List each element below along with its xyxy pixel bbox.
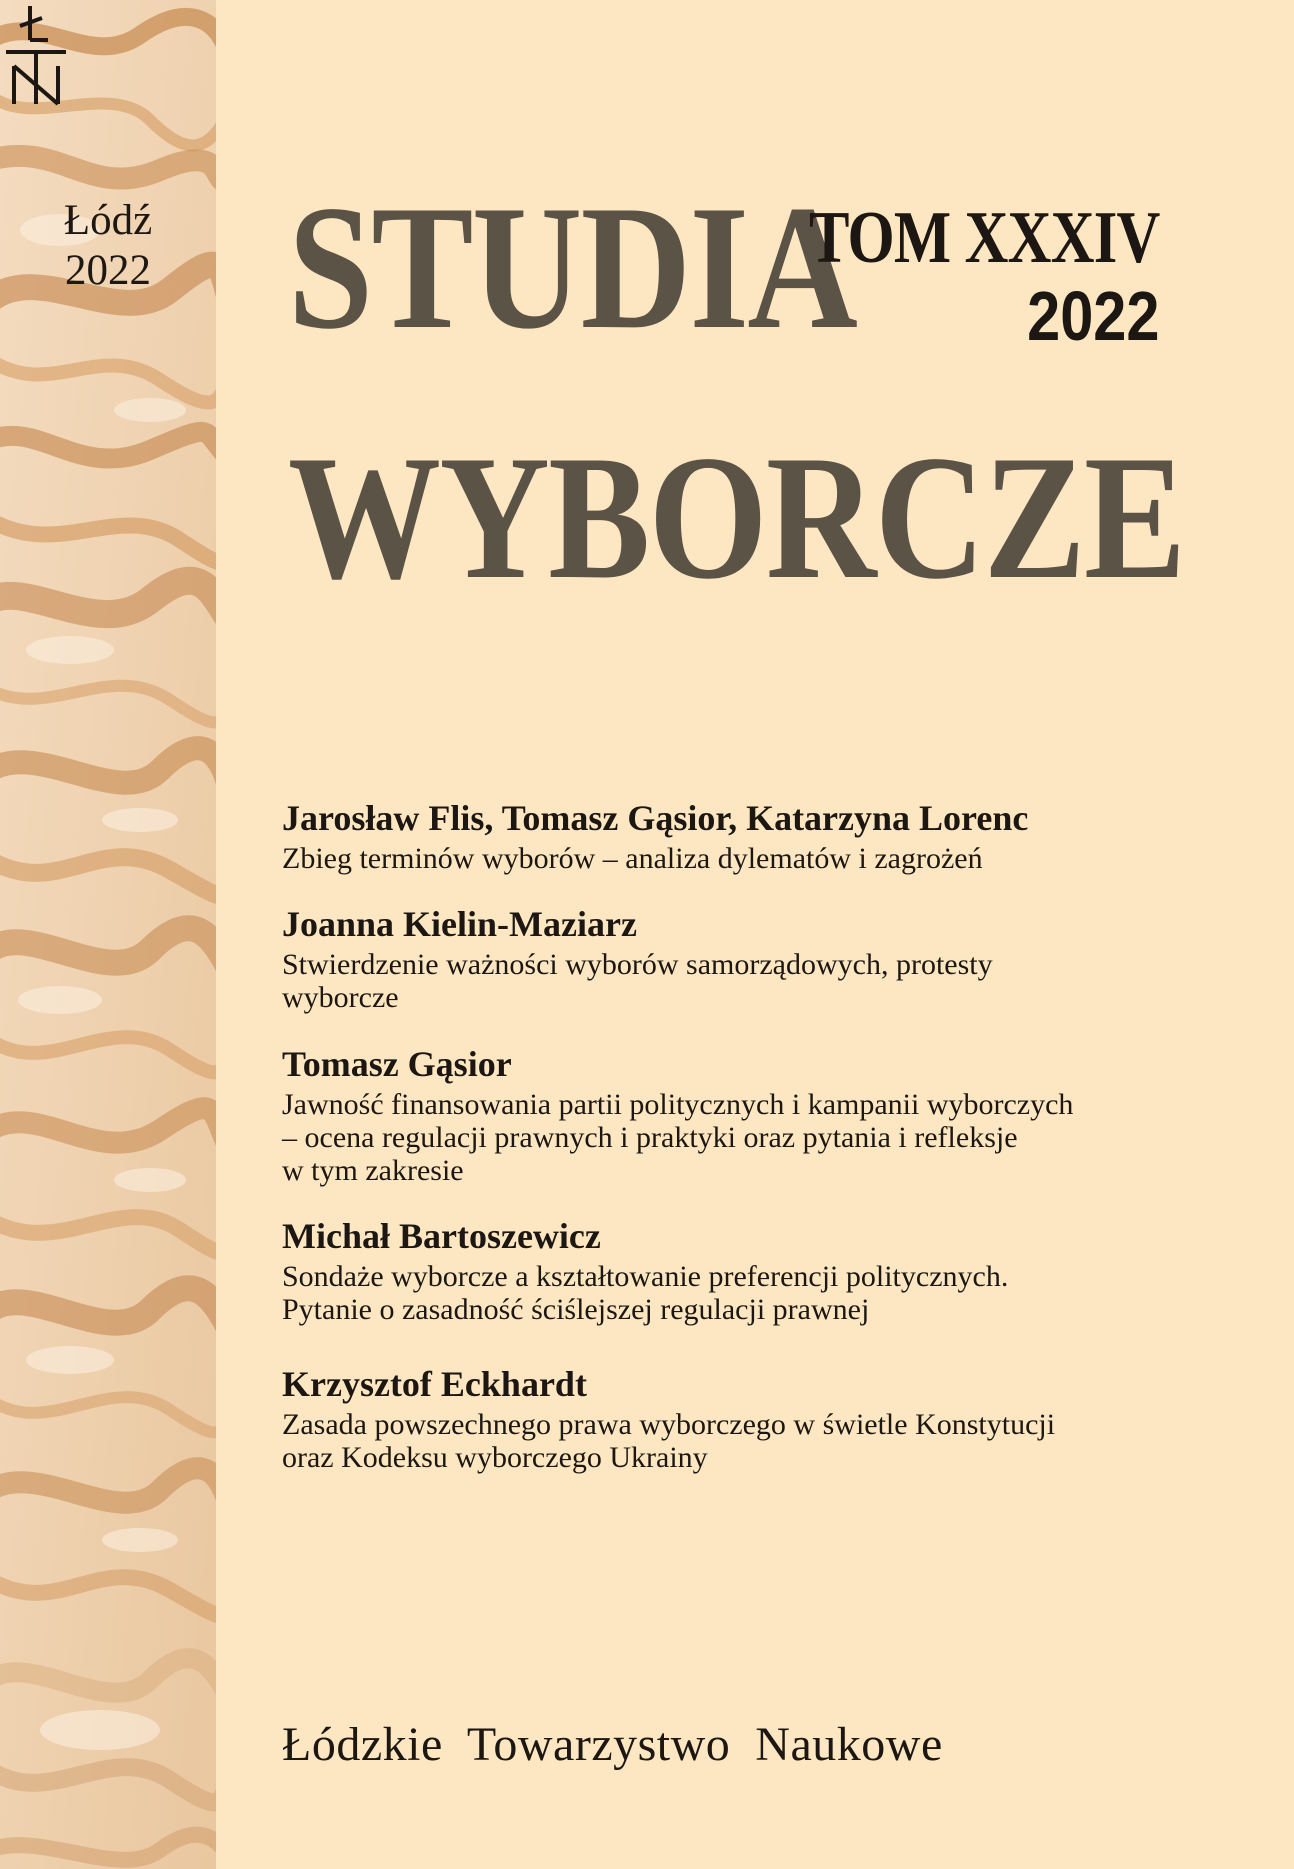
place-and-year bbox=[0, 196, 216, 296]
article-authors: Krzysztof Eckhardt bbox=[282, 1364, 587, 1404]
article-entry bbox=[282, 798, 1028, 875]
journal-title-line-1: STUDIA bbox=[288, 168, 857, 366]
volume-year: 2022 bbox=[1026, 277, 1159, 355]
ltn-monogram-icon bbox=[0, 0, 72, 110]
volume-number: TOM XXXIV bbox=[808, 197, 1159, 279]
article-authors: Tomasz Gąsior bbox=[282, 1044, 512, 1084]
publisher-name: Łódzkie Towarzystwo Naukowe bbox=[282, 1718, 943, 1771]
place-year-label: 2022 bbox=[65, 247, 151, 294]
article-title: Jawność finansowania partii politycznych i kampanii wyborczych – ocena regulacji prawnych i praktyki oraz pytania i refleksje w tym zakresie bbox=[282, 1088, 1074, 1187]
marbled-spine-strip bbox=[0, 0, 216, 1869]
article-title: Zasada powszechnego prawa wyborczego w świetle Konstytucji oraz Kodeksu wyborczego Ukrainy bbox=[282, 1408, 1056, 1474]
article-entry bbox=[282, 1364, 1055, 1474]
article-authors: Michał Bartoszewicz bbox=[282, 1216, 601, 1256]
article-entry bbox=[282, 1216, 1008, 1326]
journal-title-line-2: WYBORCZE bbox=[288, 418, 1185, 616]
article-entry bbox=[282, 1044, 1073, 1187]
article-title: Sondaże wyborcze a kształtowanie preferencji politycznych. Pytanie o zasadność ściślejszej regulacji prawnej bbox=[282, 1260, 1009, 1326]
article-authors: Joanna Kielin-Maziarz bbox=[282, 904, 637, 944]
article-title: Zbieg terminów wyborów – analiza dylematów i zagrożeń bbox=[282, 842, 983, 875]
article-authors: Jarosław Flis, Tomasz Gąsior, Katarzyna Lorenc bbox=[282, 798, 1029, 838]
volume-info bbox=[732, 197, 1159, 356]
place-label: Łódź bbox=[63, 197, 153, 244]
article-entry bbox=[282, 904, 993, 1014]
article-title: Stwierdzenie ważności wyborów samorządowych, protesty wyborcze bbox=[282, 948, 993, 1014]
